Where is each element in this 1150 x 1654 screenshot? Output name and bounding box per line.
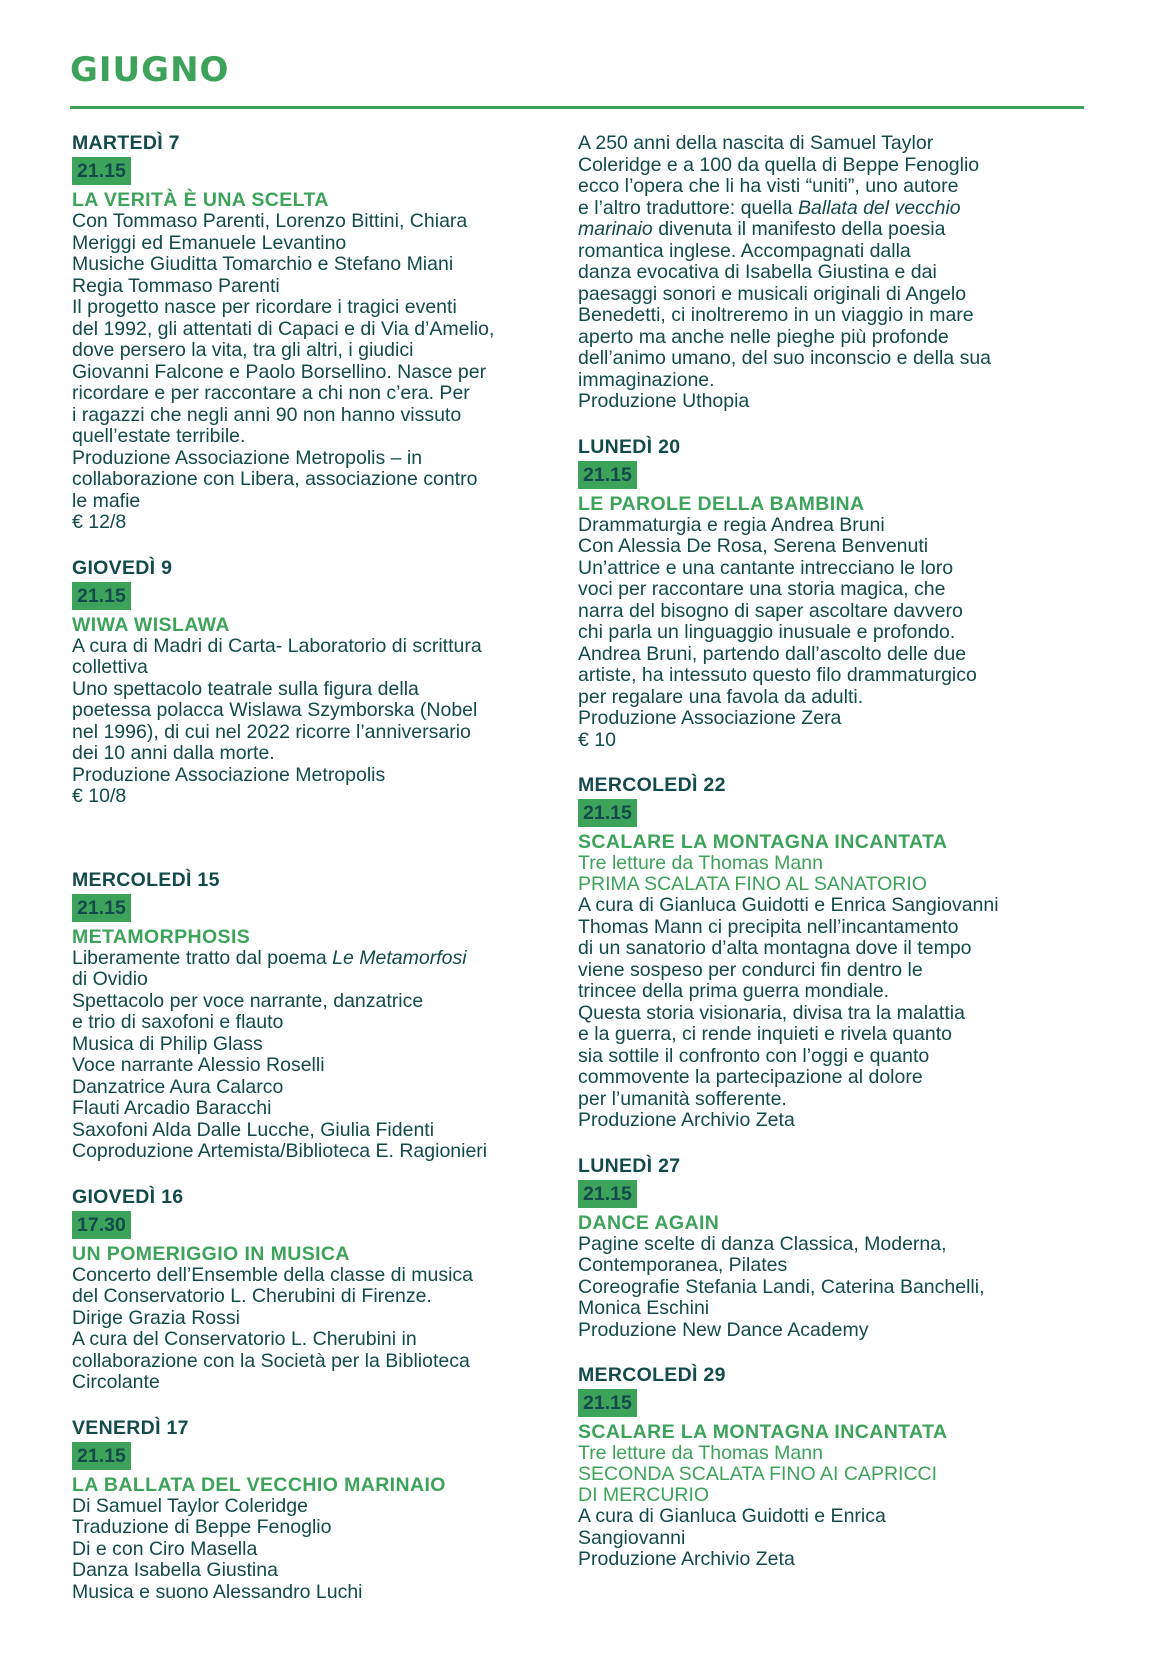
event-time-badge: 21.15: [72, 582, 131, 610]
event-line: Sangiovanni: [578, 1526, 686, 1549]
event-line: Produzione Associazione Zera: [578, 707, 842, 729]
event-mercoledi-15: [72, 869, 542, 1163]
event-line: dei 10 anni dalla morte.: [72, 742, 275, 764]
event-line: voci per raccontare una storia magica, che: [578, 578, 946, 600]
title-divider: [70, 106, 1084, 109]
event-line: di un sanatorio d’alta montagna dove il tempo: [578, 937, 972, 959]
event-martedi-7: [72, 132, 542, 534]
event-subtitle: Tre letture da Thomas Mann: [578, 1442, 823, 1464]
event-line: nel 1996), di cui nel 2022 ricorre l’anniversario: [72, 720, 471, 743]
line-text: Liberamente tratto dal poema: [72, 946, 333, 969]
event-line: A cura di Madri di Carta- Laboratorio di scrittura: [72, 634, 482, 657]
event-line: [578, 219, 1058, 241]
event-line: del Conservatorio L. Cherubini di Firenze.: [72, 1285, 432, 1307]
event-line: Coproduzione Artemista/Biblioteca E. Ragionieri: [72, 1140, 488, 1162]
event-line: Musica e suono Alessandro Luchi: [72, 1580, 363, 1603]
event-subtitles: [578, 1443, 1058, 1506]
event-line: Dirige Grazia Rossi: [72, 1306, 240, 1329]
event-description: [72, 1265, 542, 1394]
event-line: Benedetti, ci inoltreremo in un viaggio in mare: [578, 304, 974, 326]
event-line: commovente la partecipazione al dolore: [578, 1066, 923, 1088]
event-subtitle: DI MERCURIO: [578, 1484, 710, 1506]
event-line: Questa storia visionaria, divisa tra la malattia: [578, 1001, 965, 1024]
line-text: divenuta il manifesto della poesia: [652, 218, 946, 240]
event-description: [578, 241, 1058, 413]
event-line: Traduzione di Beppe Fenoglio: [72, 1516, 332, 1538]
event-day: VENERDÌ 17: [72, 1416, 189, 1439]
event-line: Giovanni Falcone e Paolo Borsellino. Nasce per: [72, 360, 487, 383]
event-time-badge: 21.15: [578, 799, 637, 827]
event-line: danza evocativa di Isabella Giustina e dai: [578, 261, 937, 283]
event-venerdi-17-continued: [578, 133, 1058, 413]
event-description: [578, 1506, 1058, 1571]
event-line: Un’attrice e una cantante intrecciano le loro: [578, 556, 954, 579]
event-line: [578, 198, 1058, 220]
event-line: Drammaturgia e regia Andrea Bruni: [578, 513, 885, 536]
event-line: sia sottile il confronto con l’oggi e quanto: [578, 1044, 930, 1067]
event-line: paesaggi sonori e musicali originali di Angelo: [578, 282, 967, 305]
event-line: artiste, ha intessuto questo filo drammaturgico: [578, 664, 977, 686]
event-line: dove persero la vita, tra gli altri, i giudici: [72, 339, 414, 361]
event-line: € 10: [578, 728, 616, 751]
event-line: Meriggi ed Emanuele Levantino: [72, 231, 347, 254]
event-line: Circolante: [72, 1371, 160, 1393]
event-day: GIOVEDÌ 9: [72, 556, 173, 579]
event-description: [578, 1234, 1058, 1342]
event-line: Con Tommaso Parenti, Lorenzo Bittini, Chiara: [72, 210, 468, 232]
event-line: per regalare una favola da adulti.: [578, 685, 864, 708]
event-subtitle: PRIMA SCALATA FINO AL SANATORIO: [578, 873, 927, 895]
event-description: [578, 895, 1058, 1132]
event-line: quell’estate terribile.: [72, 425, 246, 447]
event-line: [72, 948, 542, 970]
event-line: A 250 anni della nascita di Samuel Taylor: [578, 132, 934, 154]
right-column: [578, 133, 1058, 1594]
event-line: per l’umanità sofferente.: [578, 1087, 787, 1110]
event-line: A cura di Gianluca Guidotti e Enrica Sangiovanni: [578, 894, 999, 916]
event-title: WIWA WISLAWA: [72, 613, 230, 636]
event-line: Danza Isabella Giustina: [72, 1559, 278, 1581]
event-title: METAMORPHOSIS: [72, 925, 251, 948]
event-line: romantica inglese. Accompagnati dalla: [578, 239, 911, 262]
event-line: i ragazzi che negli anni 90 non hanno vissuto: [72, 403, 462, 426]
event-line: Concerto dell’Ensemble della classe di musica: [72, 1263, 474, 1286]
left-column: [72, 132, 542, 1626]
event-day: LUNEDÌ 27: [578, 1154, 681, 1177]
event-line: e la guerra, ci rende inquieti e rivela quanto: [578, 1023, 952, 1045]
event-line: Coreografie Stefania Landi, Caterina Banchelli,: [578, 1275, 985, 1298]
event-line: aperto ma anche nelle pieghe più profonde: [578, 325, 949, 348]
event-subtitle: Tre letture da Thomas Mann: [578, 852, 823, 874]
event-title: UN POMERIGGIO IN MUSICA: [72, 1242, 350, 1265]
event-line: Produzione Uthopia: [578, 390, 750, 412]
line-text: e l’altro traduttore: quella: [578, 196, 799, 219]
event-line: chi parla un linguaggio inusuale e profondo.: [578, 621, 956, 643]
event-title: SCALARE LA MONTAGNA INCANTATA: [578, 1421, 948, 1443]
event-line: Thomas Mann ci precipita nell’incantamento: [578, 915, 959, 938]
event-line: Flauti Arcadio Baracchi: [72, 1097, 272, 1119]
event-line: € 12/8: [72, 511, 127, 533]
event-line: dell’animo umano, del suo inconscio e della sua: [578, 347, 992, 369]
event-line: Musiche Giuditta Tomarchio e Stefano Miani: [72, 253, 454, 275]
event-title: LA VERITÀ È UNA SCELTA: [72, 189, 329, 211]
event-mercoledi-22: [578, 774, 1058, 1132]
event-line: Uno spettacolo teatrale sulla figura della: [72, 677, 419, 700]
event-line: Produzione New Dance Academy: [578, 1318, 869, 1341]
event-description: [578, 515, 1058, 752]
event-line: collaborazione con Libera, associazione contro: [72, 468, 478, 490]
event-title: SCALARE LA MONTAGNA INCANTATA: [578, 831, 948, 853]
event-line: Contemporanea, Pilates: [578, 1254, 788, 1276]
event-line: Con Alessia De Rosa, Serena Benvenuti: [578, 535, 929, 557]
event-title: DANCE AGAIN: [578, 1211, 720, 1234]
event-line: Produzione Associazione Metropolis – in: [72, 446, 423, 469]
event-line: viene sospeso per condurci fin dentro le: [578, 958, 923, 981]
event-day: MERCOLEDÌ 22: [578, 774, 726, 796]
event-line: di Ovidio: [72, 968, 148, 990]
event-line: € 10/8: [72, 785, 127, 807]
event-lunedi-20: [578, 436, 1058, 752]
event-title: LA BALLATA DEL VECCHIO MARINAIO: [72, 1473, 446, 1496]
event-line: A cura del Conservatorio L. Cherubini in: [72, 1328, 417, 1350]
event-line: Voce narrante Alessio Roselli: [72, 1054, 325, 1076]
event-day: GIOVEDÌ 16: [72, 1185, 184, 1208]
event-lunedi-27: [578, 1155, 1058, 1342]
event-line: Andrea Bruni, partendo dall’ascolto delle due: [578, 642, 967, 665]
event-time-badge: 21.15: [578, 461, 637, 489]
event-description: [72, 969, 542, 1163]
event-line: Saxofoni Alda Dalle Lucche, Giulia Fidenti: [72, 1118, 435, 1141]
event-line: Produzione Archivio Zeta: [578, 1548, 795, 1570]
event-line: Coleridge e a 100 da quella di Beppe Fenoglio: [578, 153, 980, 176]
event-line: ricordare e per raccontare a chi non c’era. Per: [72, 382, 470, 404]
event-line: Di e con Ciro Masella: [72, 1537, 258, 1560]
event-line: ecco l’opera che li ha visti “uniti”, uno autore: [578, 175, 959, 197]
event-line: trincee della prima guerra mondiale.: [578, 980, 890, 1002]
event-day: MARTEDÌ 7: [72, 132, 180, 154]
event-line: Il progetto nasce per ricordare i tragici eventi: [72, 296, 457, 318]
event-line: Spettacolo per voce narrante, danzatrice: [72, 989, 424, 1012]
event-line: immaginazione.: [578, 368, 715, 391]
event-description: [72, 636, 542, 808]
month-title: GIUGNO: [70, 50, 230, 90]
event-line: Di Samuel Taylor Coleridge: [72, 1494, 308, 1517]
event-time-badge: 17.30: [72, 1211, 131, 1239]
event-line: Danzatrice Aura Calarco: [72, 1075, 284, 1098]
work-title: Le Metamorfosi: [332, 946, 467, 969]
event-description: [72, 211, 542, 534]
event-description: [72, 1496, 542, 1604]
event-line: Regia Tommaso Parenti: [72, 274, 280, 297]
event-line: collettiva: [72, 656, 148, 678]
event-line: e trio di saxofoni e flauto: [72, 1011, 284, 1033]
event-time-badge: 21.15: [72, 1442, 131, 1470]
event-line: le mafie: [72, 489, 141, 512]
event-day: MERCOLEDÌ 15: [72, 868, 220, 891]
event-time-badge: 21.15: [72, 157, 131, 185]
event-line: collaborazione con la Società per la Biblioteca: [72, 1349, 470, 1372]
event-line: Monica Eschini: [578, 1297, 710, 1319]
event-title: LE PAROLE DELLA BAMBINA: [578, 492, 865, 515]
spacer: [72, 831, 542, 869]
event-line: Produzione Associazione Metropolis: [72, 763, 386, 786]
event-time-badge: 21.15: [72, 894, 131, 922]
event-line: del 1992, gli attentati di Capaci e di Via d’Amelio,: [72, 317, 495, 340]
event-time-badge: 21.15: [578, 1180, 637, 1208]
event-mercoledi-29: [578, 1364, 1058, 1571]
event-line: narra del bisogno di saper ascoltare davvero: [578, 599, 963, 622]
event-line: A cura di Gianluca Guidotti e Enrica: [578, 1505, 886, 1527]
event-line: poetessa polacca Wislawa Szymborska (Nobel: [72, 699, 478, 721]
event-line: Pagine scelte di danza Classica, Moderna,: [578, 1232, 947, 1255]
event-subtitle: SECONDA SCALATA FINO AI CAPRICCI: [578, 1463, 938, 1485]
event-venerdi-17: [72, 1417, 542, 1604]
event-day: MERCOLEDÌ 29: [578, 1364, 726, 1386]
work-title: Ballata del vecchio: [798, 196, 961, 219]
work-title: marinaio: [578, 218, 653, 240]
event-time-badge: 21.15: [578, 1389, 637, 1417]
event-day: LUNEDÌ 20: [578, 435, 681, 458]
event-giovedi-9: [72, 557, 542, 808]
event-line: Produzione Archivio Zeta: [578, 1109, 795, 1131]
event-subtitles: [578, 853, 1058, 895]
event-giovedi-16: [72, 1186, 542, 1394]
event-line: Musica di Philip Glass: [72, 1032, 263, 1055]
